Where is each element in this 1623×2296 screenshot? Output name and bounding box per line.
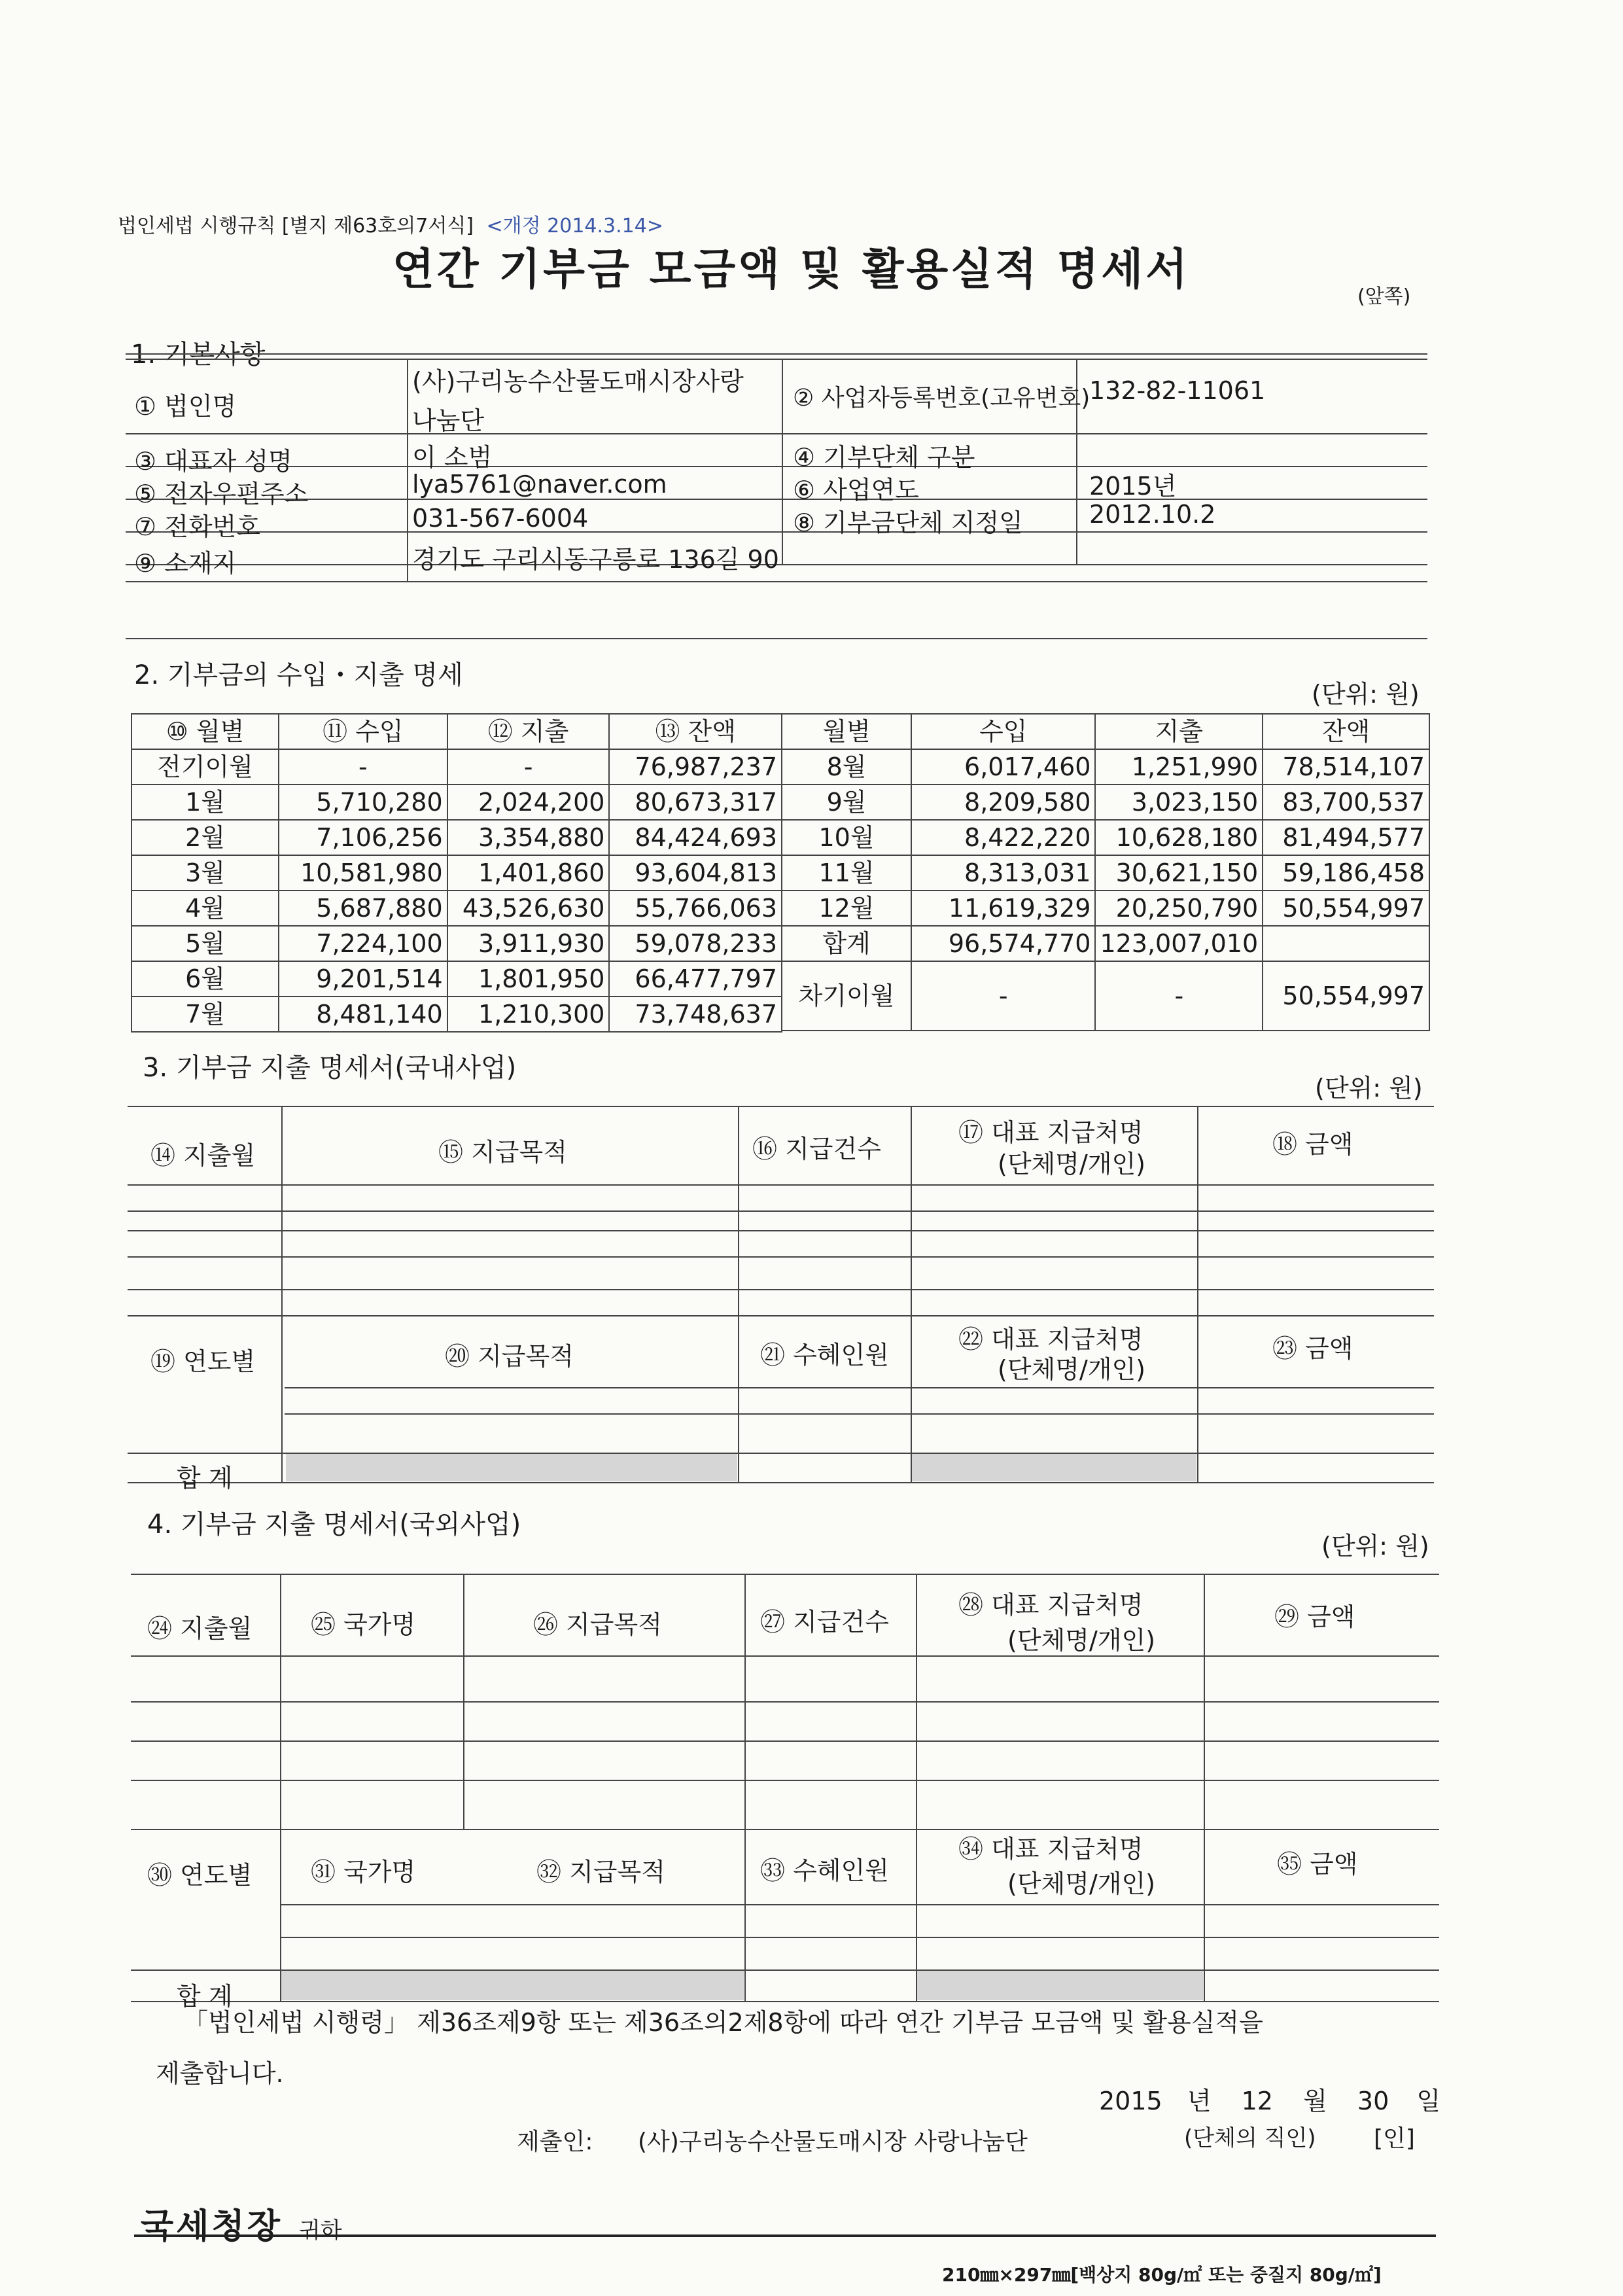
biz-no-value: 132-82-11061 xyxy=(1089,376,1266,405)
expense-cell: 30,621,150 xyxy=(1095,855,1263,891)
col-month: 월별 xyxy=(782,714,911,749)
balance-cell: 80,673,317 xyxy=(609,785,782,820)
date-year-unit: 년 xyxy=(1187,2087,1212,2115)
seal-note: (단체의 직인) xyxy=(1184,2125,1316,2151)
income-cell: 6,017,460 xyxy=(911,749,1095,785)
month-cell: 11월 xyxy=(782,855,911,891)
header-purpose: ㉖ 지급목적 xyxy=(533,1610,662,1639)
month-cell: 8월 xyxy=(782,749,911,785)
biz-no-label: ② 사업자등록번호(고유번호) xyxy=(793,385,1091,412)
expense-cell: 1,251,990 xyxy=(1095,749,1263,785)
email-label: ⑤ 전자우편주소 xyxy=(134,480,309,508)
total-label: 합 계 xyxy=(177,1982,233,2011)
expense-cell: 3,354,880 xyxy=(447,820,610,855)
header-rep-recipient-line2: (단체명/개인) xyxy=(1007,1626,1155,1655)
header-country-2: ㉛ 국가명 xyxy=(311,1858,416,1886)
balance-cell: 59,078,233 xyxy=(609,926,782,961)
designation-label: ⑧ 기부금단체 지정일 xyxy=(793,508,1023,537)
col-expense: ⑫ 지출 xyxy=(447,714,610,749)
section4-heading: 4. 기부금 지출 명세서(국외사업) xyxy=(147,1510,521,1540)
header-amount-2: ㉓ 금액 xyxy=(1272,1334,1353,1363)
carry-expense-cell: - xyxy=(1095,961,1263,1031)
month-cell: 3월 xyxy=(131,855,279,891)
table-row xyxy=(782,891,1429,926)
year-label: ⑥ 사업연도 xyxy=(793,476,919,504)
month-cell: 6월 xyxy=(131,961,279,997)
recipient xyxy=(141,2199,342,2248)
header-count: ㉗ 지급건수 xyxy=(760,1608,889,1636)
header-country: ㉕ 국가명 xyxy=(311,1610,416,1639)
email-value: lya5761@naver.com xyxy=(412,470,667,499)
phone-value: 031-567-6004 xyxy=(412,504,589,533)
carry-balance-cell: 50,554,997 xyxy=(1263,961,1429,1031)
month-cell: 10월 xyxy=(782,820,911,855)
table-row xyxy=(782,855,1429,891)
table-row xyxy=(782,820,1429,855)
income-cell: 7,106,256 xyxy=(279,820,447,855)
income-cell: 5,687,880 xyxy=(279,891,447,926)
expense-cell: 3,023,150 xyxy=(1095,785,1263,820)
header-amount-2: ㉟ 금액 xyxy=(1277,1850,1358,1879)
income-cell: 9,201,514 xyxy=(279,961,447,997)
col-month: ⑩ 월별 xyxy=(131,714,279,749)
expense-cell: 3,911,930 xyxy=(447,926,610,961)
table-row xyxy=(131,820,782,855)
header-beneficiaries: ㉝ 수혜인원 xyxy=(760,1856,889,1885)
month-cell: 7월 xyxy=(131,997,279,1032)
section2-unit: (단위: 원) xyxy=(1312,680,1420,709)
month-cell: 4월 xyxy=(131,891,279,926)
submitter-label: 제출인: xyxy=(517,2128,593,2155)
col-balance: 잔액 xyxy=(1263,714,1429,749)
header-rep-recipient2-line1: ㉒ 대표 지급처명 xyxy=(958,1325,1143,1354)
expense-cell: 10,628,180 xyxy=(1095,820,1263,855)
expense-cell: - xyxy=(447,749,610,785)
side-indicator: (앞쪽) xyxy=(1357,285,1411,308)
carry-income-cell: - xyxy=(911,961,1095,1031)
col-income: ⑪ 수입 xyxy=(279,714,447,749)
table-header-row xyxy=(131,714,782,749)
balance-cell: 66,477,797 xyxy=(609,961,782,997)
seal-mark: [인] xyxy=(1374,2125,1415,2152)
income-cell: 5,710,280 xyxy=(279,785,447,820)
header-by-year: ㉚ 연도별 xyxy=(147,1861,253,1890)
total-row xyxy=(782,926,1429,961)
date-month-unit: 월 xyxy=(1303,2087,1327,2115)
month-cell: 9월 xyxy=(782,785,911,820)
header-rep-recipient-line2: (단체명/개인) xyxy=(998,1150,1145,1178)
address-label: ⑨ 소재지 xyxy=(134,549,237,578)
col-expense: 지출 xyxy=(1095,714,1263,749)
table-row xyxy=(131,855,782,891)
income-expense-right-table xyxy=(781,713,1430,1031)
income-expense-left-table xyxy=(131,713,782,1033)
corp-name-line1: (사)구리농수산물도매시장사랑 xyxy=(412,367,744,396)
month-cell: 전기이월 xyxy=(131,749,279,785)
header-rep-recipient2-line2: (단체명/개인) xyxy=(998,1355,1145,1384)
footer-rule xyxy=(134,2234,1436,2237)
submission-date xyxy=(1099,2081,1440,2117)
corp-name-line2: 나눔단 xyxy=(412,406,485,435)
total-balance-cell xyxy=(1263,926,1429,961)
rep-value: 이 소범 xyxy=(412,443,493,472)
balance-cell: 84,424,693 xyxy=(609,820,782,855)
balance-cell: 81,494,577 xyxy=(1263,820,1429,855)
balance-cell: 50,554,997 xyxy=(1263,891,1429,926)
header-spend-month: ㉔ 지출월 xyxy=(147,1614,253,1643)
balance-cell: 76,987,237 xyxy=(609,749,782,785)
month-cell: 1월 xyxy=(131,785,279,820)
header-by-year: ⑲ 연도별 xyxy=(150,1347,256,1376)
total-gray-cell xyxy=(286,1454,737,1481)
total-label-cell: 합계 xyxy=(782,926,911,961)
balance-cell: 78,514,107 xyxy=(1263,749,1429,785)
total-expense-cell: 123,007,010 xyxy=(1095,926,1263,961)
balance-cell: 93,604,813 xyxy=(609,855,782,891)
expense-cell: 20,250,790 xyxy=(1095,891,1263,926)
date-month: 12 xyxy=(1241,2087,1273,2115)
carry-label-cell: 차기이월 xyxy=(782,961,911,1031)
header-amount: ⑱ 금액 xyxy=(1272,1130,1353,1159)
date-year: 2015 xyxy=(1099,2087,1162,2115)
date-day-unit: 일 xyxy=(1416,2087,1441,2115)
expense-cell: 1,210,300 xyxy=(447,997,610,1032)
col-balance: ⑬ 잔액 xyxy=(609,714,782,749)
income-cell: 7,224,100 xyxy=(279,926,447,961)
month-cell: 12월 xyxy=(782,891,911,926)
table-row xyxy=(131,891,782,926)
table-header-row xyxy=(782,714,1429,749)
table-row xyxy=(131,749,782,785)
year-value: 2015년 xyxy=(1089,472,1177,501)
section4-unit: (단위: 원) xyxy=(1321,1532,1429,1561)
income-cell: 8,209,580 xyxy=(911,785,1095,820)
table-row xyxy=(782,785,1429,820)
rep-label: ③ 대표자 성명 xyxy=(134,447,292,476)
corp-name-label: ① 법인명 xyxy=(134,392,237,421)
phone-label: ⑦ 전화번호 xyxy=(134,512,260,541)
statement-line1: 「법인세법 시행령」 제36조제9항 또는 제36조의2제8항에 따라 연간 기부금 모금액 및 활용실적을 xyxy=(183,2008,1263,2037)
revision-text: <개정 2014.3.14> xyxy=(486,215,663,238)
section3-heading: 3. 기부금 지출 명세서(국내사업) xyxy=(143,1053,517,1083)
col-income: 수입 xyxy=(911,714,1095,749)
header-purpose-2: ⑳ 지급목적 xyxy=(445,1342,574,1371)
total-gray-cell xyxy=(281,1971,744,2000)
paper-spec: 210㎜×297㎜[백상지 80g/㎡ 또는 중질지 80g/㎡] xyxy=(942,2264,1382,2286)
header-rep-recipient2-line1: ㉞ 대표 지급처명 xyxy=(958,1835,1143,1863)
month-cell: 5월 xyxy=(131,926,279,961)
recipient-suffix: 귀하 xyxy=(299,2217,342,2244)
page-title: 연간 기부금 모금액 및 활용실적 명세서 xyxy=(393,244,1190,294)
expense-cell: 1,401,860 xyxy=(447,855,610,891)
address-value: 경기도 구리시동구릉로 136길 90 xyxy=(412,545,779,574)
header-rep-recipient-line1: ⑰ 대표 지급처명 xyxy=(958,1118,1143,1147)
total-gray-cell xyxy=(912,1454,1196,1481)
balance-cell: 83,700,537 xyxy=(1263,785,1429,820)
statement-line2: 제출합니다. xyxy=(156,2059,284,2088)
date-day: 30 xyxy=(1357,2087,1389,2115)
income-cell: 10,581,980 xyxy=(279,855,447,891)
income-cell: 11,619,329 xyxy=(911,891,1095,926)
total-label: 합 계 xyxy=(177,1464,233,1492)
section1-heading: 1. 기본사항 xyxy=(131,340,266,370)
table-row xyxy=(131,961,782,997)
submitter-name: (사)구리농수산물도매시장 사랑나눔단 xyxy=(638,2128,1028,2155)
recipient-name: 국세청장 xyxy=(141,2207,283,2246)
section2-heading: 2. 기부금의 수입・지출 명세 xyxy=(134,660,463,690)
section3-unit: (단위: 원) xyxy=(1315,1074,1423,1103)
header-purpose-2: ㉜ 지급목적 xyxy=(536,1858,665,1886)
header-beneficiaries: ㉑ 수혜인원 xyxy=(760,1341,889,1369)
income-cell: 8,313,031 xyxy=(911,855,1095,891)
group-type-label: ④ 기부단체 구분 xyxy=(793,443,975,472)
header-amount: ㉙ 금액 xyxy=(1274,1602,1355,1631)
header-count: ⑯ 지급건수 xyxy=(752,1135,881,1163)
form-ref-text: 법인세법 시행규칙 [별지 제63호의7서식] xyxy=(118,215,474,238)
income-cell: 8,481,140 xyxy=(279,997,447,1032)
header-purpose: ⑮ 지급목적 xyxy=(438,1138,567,1167)
section-divider xyxy=(126,638,1427,639)
expense-cell: 1,801,950 xyxy=(447,961,610,997)
income-cell: - xyxy=(279,749,447,785)
expense-cell: 2,024,200 xyxy=(447,785,610,820)
table-row xyxy=(782,749,1429,785)
month-cell: 2월 xyxy=(131,820,279,855)
header-spend-month: ⑭ 지출월 xyxy=(150,1141,256,1170)
header-rep-recipient2-line2: (단체명/개인) xyxy=(1007,1869,1155,1898)
expense-cell: 43,526,630 xyxy=(447,891,610,926)
total-income-cell: 96,574,770 xyxy=(911,926,1095,961)
total-gray-cell xyxy=(917,1971,1203,2000)
balance-cell: 59,186,458 xyxy=(1263,855,1429,891)
designation-value: 2012.10.2 xyxy=(1089,500,1216,529)
balance-cell: 73,748,637 xyxy=(609,997,782,1032)
carry-forward-row xyxy=(782,961,1429,1031)
header-rep-recipient-line1: ㉘ 대표 지급처명 xyxy=(958,1591,1143,1619)
table-row xyxy=(131,785,782,820)
income-cell: 8,422,220 xyxy=(911,820,1095,855)
table-row xyxy=(131,997,782,1032)
table-row xyxy=(131,926,782,961)
balance-cell: 55,766,063 xyxy=(609,891,782,926)
